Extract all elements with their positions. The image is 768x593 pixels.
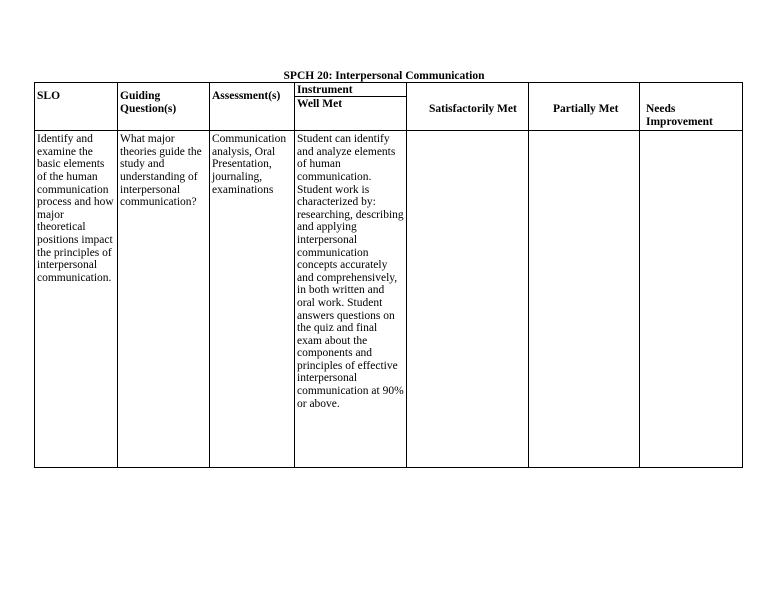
table-row	[35, 131, 743, 468]
header-guiding-label: Guiding Question(s)	[120, 90, 177, 115]
header-satisfactorily-met-label: Satisfactorily Met	[429, 103, 517, 115]
header-partially-met	[529, 83, 640, 131]
header-row	[35, 83, 743, 131]
header-needs-improvement	[640, 83, 743, 131]
header-assessment	[210, 83, 295, 131]
header-satisfactorily-met	[407, 83, 529, 131]
header-assessment-label: Assessment(s)	[212, 90, 281, 102]
header-instrument-well-met	[295, 83, 407, 131]
header-well-met-label: Well Met	[297, 98, 343, 110]
cell-slo: Identify and examine the basic elements of the human communication process and how major theoretical positions impact the principles of interpersonal communication.	[35, 131, 118, 468]
header-partially-met-label: Partially Met	[553, 103, 619, 115]
rubric-table	[34, 82, 743, 468]
header-slo	[35, 83, 118, 131]
header-instrument-label: Instrument	[295, 83, 406, 97]
cell-guiding-question: What major theories guide the study and understanding of interpersonal communication?	[118, 131, 210, 468]
header-needs-improvement-label: Needs Improvement	[646, 103, 713, 128]
cell-well-met: Student can identify and analyze elements of human communication. Student work is characterized by: researching, describing and applying interpersonal communication concepts accurately and comprehensively, in both written and oral work. Student answers questions on the quiz and final exam about the components and principles of effective interpersonal communication at 90% or above.	[295, 131, 407, 468]
cell-needs-improvement	[640, 131, 743, 468]
cell-satisfactorily-met	[407, 131, 529, 468]
header-slo-label: SLO	[37, 90, 61, 102]
page-title: SPCH 20: Interpersonal Communication	[283, 70, 485, 82]
cell-partially-met	[529, 131, 640, 468]
header-guiding-question	[118, 83, 210, 131]
cell-assessment: Communication analysis, Oral Presentation, journaling, examinations	[210, 131, 295, 468]
